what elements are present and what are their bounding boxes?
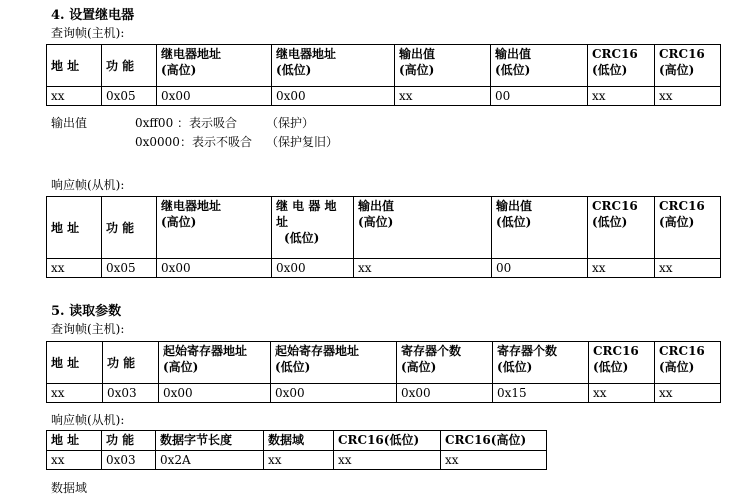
table-cell: 0x03 xyxy=(103,384,159,403)
note-code: 0xff00 ：表示吸合 xyxy=(135,116,238,130)
table-cell: xx xyxy=(588,259,655,278)
read-params-response-table xyxy=(46,430,547,470)
table-cell: xx xyxy=(334,451,441,470)
header-function: 功 能 xyxy=(102,431,156,451)
header-relay-addr-low: 继电器地址 (低位) xyxy=(272,45,395,87)
response-frame-label: 响应帧(从机): xyxy=(51,413,125,427)
header-relay-addr-low: 继 电 器 地 址 (低位) xyxy=(272,197,354,259)
table-cell: 0x00 xyxy=(157,259,272,278)
table-cell: 0x00 xyxy=(272,259,354,278)
header-crc-high: CRC16 (高位) xyxy=(655,197,721,259)
table-cell: xx xyxy=(47,451,102,470)
table-cell: 0x00 xyxy=(397,384,493,403)
table-row xyxy=(47,259,721,278)
table-cell: 0x05 xyxy=(102,87,157,106)
table-cell: xx xyxy=(588,87,655,106)
response-frame-label: 响应帧(从机): xyxy=(51,178,125,192)
query-frame-label: 查询帧(主机): xyxy=(51,322,125,336)
header-output-low: 输出值 (低位) xyxy=(491,45,588,87)
note-code: 0x0000：表示不吸合 xyxy=(135,135,252,149)
header-output-high: 输出值 (高位) xyxy=(354,197,492,259)
table-cell: xx xyxy=(264,451,334,470)
table-cell: xx xyxy=(354,259,492,278)
header-crc-high: CRC16 (高位) xyxy=(655,45,721,87)
table-cell: 00 xyxy=(491,87,588,106)
table-cell: 0x15 xyxy=(493,384,589,403)
header-address: 地 址 xyxy=(47,45,102,87)
table-cell: 0x00 xyxy=(159,384,271,403)
table-cell: xx xyxy=(441,451,547,470)
header-crc-low: CRC16 (低位) xyxy=(588,45,655,87)
table-row xyxy=(47,87,721,106)
header-relay-addr-high: 继电器地址 (高位) xyxy=(157,197,272,259)
table-cell: 0x00 xyxy=(157,87,272,106)
table-cell: 0x00 xyxy=(272,87,395,106)
table-cell: xx xyxy=(395,87,491,106)
table-cell: xx xyxy=(655,384,721,403)
header-start-reg-low: 起始寄存器地址 (低位) xyxy=(271,342,397,384)
table-cell: 0x03 xyxy=(102,451,156,470)
table-cell: xx xyxy=(47,87,102,106)
header-function: 功 能 xyxy=(102,197,157,259)
header-start-reg-high: 起始寄存器地址 (高位) xyxy=(159,342,271,384)
header-reg-count-high: 寄存器个数 (高位) xyxy=(397,342,493,384)
table-cell: xx xyxy=(655,87,721,106)
header-address: 地 址 xyxy=(47,197,102,259)
section-5-title: 5. 读取参数 xyxy=(51,304,122,319)
data-field-label: 数据域 xyxy=(51,481,88,495)
header-data-field: 数据域 xyxy=(264,431,334,451)
note-desc: （保护复旧） xyxy=(266,135,339,149)
header-address: 地 址 xyxy=(47,342,103,384)
section-4-title: 4. 设置继电器 xyxy=(51,8,135,23)
header-output-low: 输出值 (低位) xyxy=(492,197,588,259)
header-relay-addr-high: 继电器地址 (高位) xyxy=(157,45,272,87)
table-cell: 0x2A xyxy=(156,451,264,470)
set-relay-response-table xyxy=(46,196,721,278)
header-crc-low: CRC16(低位) xyxy=(334,431,441,451)
header-reg-count-low: 寄存器个数 (低位) xyxy=(493,342,589,384)
table-cell: 0x05 xyxy=(102,259,157,278)
table-cell: xx xyxy=(47,259,102,278)
header-data-byte-length: 数据字节长度 xyxy=(156,431,264,451)
header-function: 功 能 xyxy=(103,342,159,384)
header-crc-high: CRC16 (高位) xyxy=(655,342,721,384)
header-output-high: 输出值 (高位) xyxy=(395,45,491,87)
output-value-label: 输出值 xyxy=(51,116,88,130)
table-row xyxy=(47,451,547,470)
read-params-query-table xyxy=(46,341,721,403)
table-cell: 00 xyxy=(492,259,588,278)
table-cell: xx xyxy=(47,384,103,403)
note-desc: （保护） xyxy=(266,116,315,130)
table-cell: 0x00 xyxy=(271,384,397,403)
header-crc-low: CRC16 (低位) xyxy=(589,342,655,384)
query-frame-label: 查询帧(主机): xyxy=(51,26,125,40)
header-crc-high: CRC16(高位) xyxy=(441,431,547,451)
set-relay-query-table xyxy=(46,44,721,106)
table-cell: xx xyxy=(655,259,721,278)
header-address: 地 址 xyxy=(47,431,102,451)
header-function: 功 能 xyxy=(102,45,157,87)
table-row xyxy=(47,384,721,403)
table-cell: xx xyxy=(589,384,655,403)
header-crc-low: CRC16 (低位) xyxy=(588,197,655,259)
